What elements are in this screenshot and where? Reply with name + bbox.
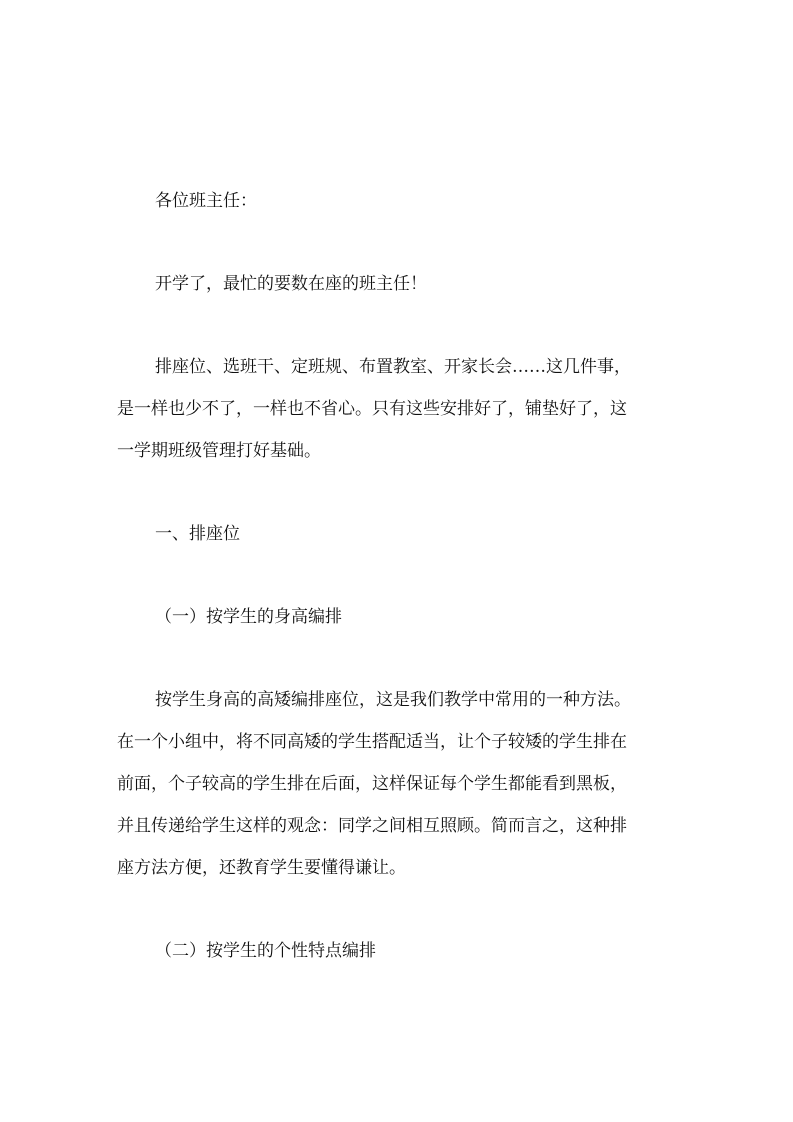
paragraph2-line-4: 并且传递给学生这样的观念：同学之间相互照顾。简而言之，这种排 (117, 816, 627, 836)
paragraph2-line-5: 座方法方便，还教育学生要懂得谦让。 (117, 858, 406, 878)
paragraph1-line-3: 一学期班级管理打好基础。 (117, 441, 321, 461)
paragraph1-line-1: 排座位、选班干、定班规、布置教室、开家长会……这几件事， (155, 357, 631, 377)
greeting-line: 各位班主任： (155, 191, 257, 211)
paragraph2-line-1: 按学生身高的高矮编排座位，这是我们教学中常用的一种方法。 (155, 690, 631, 710)
subsection-heading-1: （一）按学生的身高编排 (155, 607, 342, 627)
paragraph2-line-3: 前面，个子较高的学生排在后面，这样保证每个学生都能看到黑板， (117, 774, 627, 794)
paragraph1-line-2: 是一样也少不了，一样也不省心。只有这些安排好了，铺垫好了，这 (117, 399, 627, 419)
paragraph2-line-2: 在一个小组中，将不同高矮的学生搭配适当，让个子较矮的学生排在 (117, 732, 627, 752)
intro-line: 开学了，最忙的要数在座的班主任！ (155, 274, 427, 294)
section-heading: 一、排座位 (155, 524, 240, 544)
subsection-heading-2: （二）按学生的个性特点编排 (155, 941, 376, 961)
